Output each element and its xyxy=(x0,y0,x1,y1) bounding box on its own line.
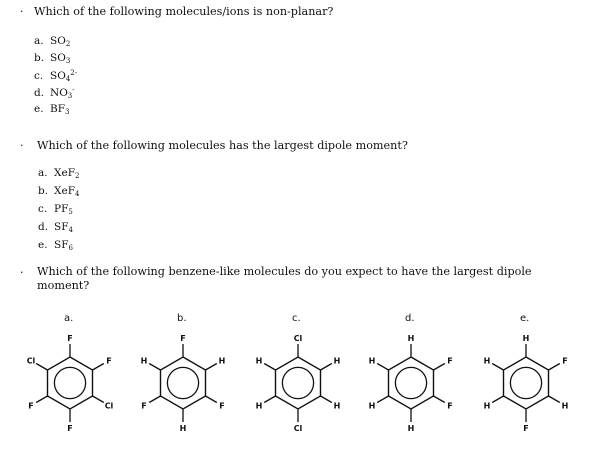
formula-subscript: 6 xyxy=(68,244,73,252)
formula: BF xyxy=(50,103,66,115)
substituent-bond xyxy=(434,396,445,403)
benzene-molecule-e xyxy=(484,334,569,433)
formula: XeF xyxy=(54,185,75,197)
benzene-molecule-a xyxy=(27,334,114,433)
formula-subscript: 2 xyxy=(74,172,80,180)
substituent-atom: H xyxy=(255,401,263,411)
option-label: d. xyxy=(38,221,49,233)
q1-bullet: . xyxy=(20,2,24,15)
substituent-bond xyxy=(36,364,47,371)
molecule-label-c: c. xyxy=(292,313,301,324)
benzene-molecule-c xyxy=(256,334,341,433)
substituent-atom: H xyxy=(561,401,569,411)
aromatic-ring xyxy=(167,367,198,398)
formula: SO xyxy=(50,35,66,47)
substituent-bond xyxy=(492,396,503,403)
substituent-atom: F xyxy=(180,334,186,343)
formula: SO xyxy=(50,70,66,82)
substituent-atom: H xyxy=(179,424,187,433)
substituent-atom: Cl xyxy=(104,401,114,411)
substituent-atom: F xyxy=(447,401,453,411)
substituent-bond xyxy=(206,364,217,371)
substituent-atom: F xyxy=(447,356,453,366)
substituent-bond xyxy=(93,396,104,403)
molecule-label-e: e. xyxy=(520,313,530,324)
formula-subscript: 4 xyxy=(74,190,80,198)
substituent-atom: F xyxy=(141,401,147,411)
q2-text: Which of the following molecules has the largest dipole moment? xyxy=(37,139,408,152)
formula-subscript: 3 xyxy=(67,92,73,100)
substituent-bond xyxy=(492,364,503,371)
formula: XeF xyxy=(54,167,75,179)
formula-subscript: 5 xyxy=(68,208,73,216)
substituent-atom: F xyxy=(523,424,529,433)
q3-bullet: . xyxy=(20,263,24,276)
substituent-bond xyxy=(149,364,160,371)
benzene-molecule-d xyxy=(369,334,453,433)
substituent-bond xyxy=(549,364,560,371)
substituent-atom: H xyxy=(522,334,530,343)
substituent-atom: H xyxy=(368,401,376,411)
formula-charge: - xyxy=(72,86,75,94)
q3-text-line1: Which of the following benzene-like molecules do you expect to have the largest dipole xyxy=(37,265,532,278)
substituent-atom: H xyxy=(140,356,148,366)
formula: SF xyxy=(54,221,69,233)
formula: NO xyxy=(50,87,68,99)
substituent-atom: H xyxy=(255,356,263,366)
formula-subscript: 3 xyxy=(65,57,71,65)
substituent-atom: H xyxy=(407,334,415,343)
option-label: b. xyxy=(38,185,49,197)
q3-text-line2: moment? xyxy=(37,279,90,292)
formula-subscript: 3 xyxy=(65,108,70,116)
substituent-bond xyxy=(206,396,217,403)
substituent-atom: H xyxy=(483,401,491,411)
substituent-bond xyxy=(264,364,275,371)
option-label: e. xyxy=(38,239,48,251)
substituent-bond xyxy=(93,364,104,371)
molecule-label-a: a. xyxy=(64,313,74,324)
substituent-bond xyxy=(321,364,332,371)
formula: SF xyxy=(54,239,69,251)
molecule-label-d: d. xyxy=(405,313,415,324)
substituent-bond xyxy=(377,364,388,371)
formula-subscript: 4 xyxy=(68,226,73,234)
substituent-atom: F xyxy=(562,356,568,366)
substituent-atom: Cl xyxy=(293,424,303,433)
formula: SO xyxy=(50,52,66,64)
aromatic-ring xyxy=(54,367,85,398)
substituent-atom: Cl xyxy=(26,356,36,366)
option-label: c. xyxy=(34,70,44,82)
q1-text: Which of the following molecules/ions is non-planar? xyxy=(34,5,334,18)
formula-subscript: 2 xyxy=(65,40,71,48)
option-label: d. xyxy=(34,87,45,99)
option-label: b. xyxy=(34,52,45,64)
substituent-atom: H xyxy=(368,356,376,366)
substituent-atom: Cl xyxy=(293,334,303,343)
option-label: c. xyxy=(38,203,48,215)
benzene-molecule-b xyxy=(141,334,226,433)
substituent-atom: H xyxy=(407,424,415,433)
option-label: a. xyxy=(38,167,48,179)
substituent-atom: F xyxy=(67,334,73,343)
aromatic-ring xyxy=(510,367,541,398)
substituent-atom: H xyxy=(218,356,226,366)
substituent-bond xyxy=(149,396,160,403)
substituent-bond xyxy=(549,396,560,403)
substituent-bond xyxy=(321,396,332,403)
formula: PF xyxy=(54,203,69,215)
substituent-atom: H xyxy=(333,401,341,411)
q2-bullet: . xyxy=(20,136,24,149)
substituent-atom: F xyxy=(219,401,225,411)
option-label: a. xyxy=(34,35,44,47)
substituent-atom: H xyxy=(333,356,341,366)
substituent-bond xyxy=(264,396,275,403)
molecule-label-b: b. xyxy=(177,313,187,324)
substituent-bond xyxy=(377,396,388,403)
substituent-atom: F xyxy=(106,356,112,366)
formula-charge: 2- xyxy=(70,69,78,77)
formula-subscript: 4 xyxy=(65,75,71,83)
substituent-atom: H xyxy=(483,356,491,366)
substituent-bond xyxy=(36,396,47,403)
aromatic-ring xyxy=(395,367,426,398)
aromatic-ring xyxy=(282,367,313,398)
substituent-atom: F xyxy=(28,401,34,411)
substituent-atom: F xyxy=(67,424,73,433)
substituent-bond xyxy=(434,364,445,371)
option-label: e. xyxy=(34,103,44,115)
